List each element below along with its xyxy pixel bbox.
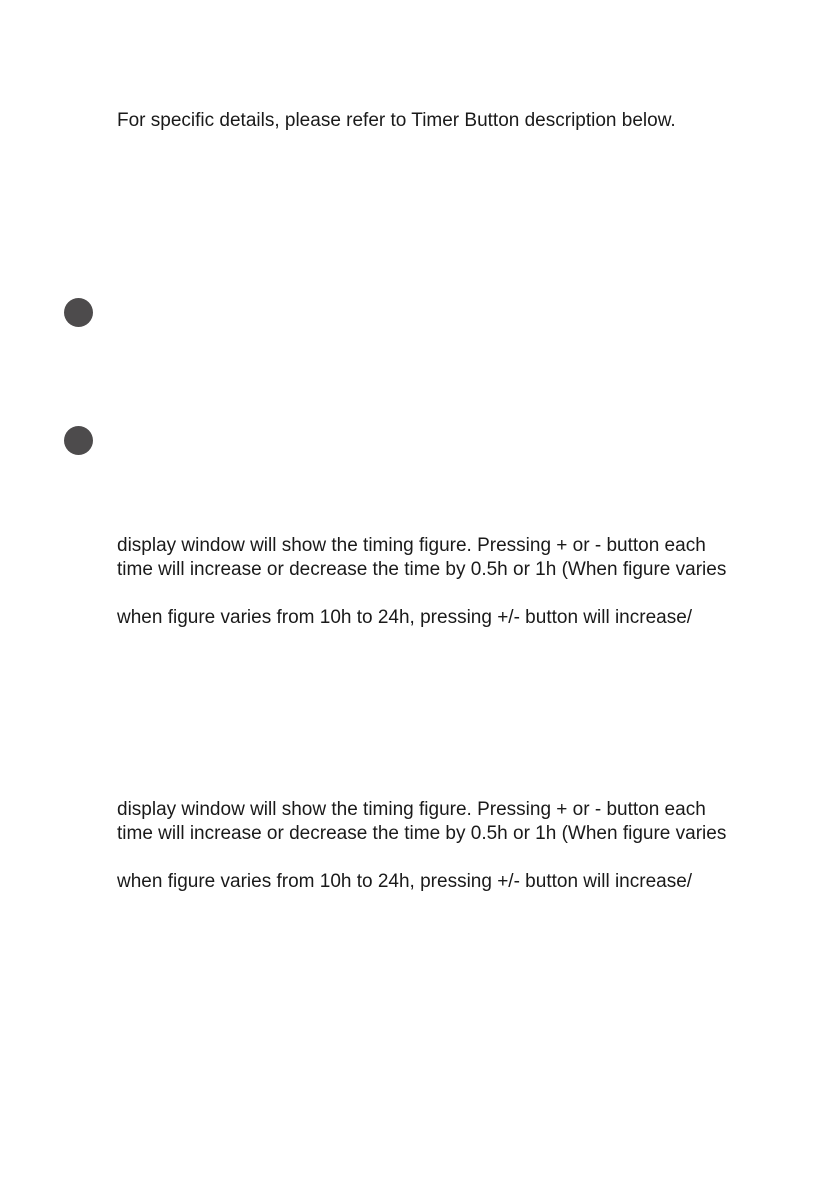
section-a-line-1: display window will show the timing figure. Pressing + or - button each xyxy=(117,535,706,556)
intro-text: For specific details, please refer to Timer Button description below. xyxy=(117,110,676,131)
section-a-line-3: when figure varies from 10h to 24h, pressing +/- button will increase/ xyxy=(117,607,693,628)
section-b-line-2: time will increase or decrease the time by 0.5h or 1h (When figure varies xyxy=(117,823,727,844)
section-a-line-2: time will increase or decrease the time by 0.5h or 1h (When figure varies xyxy=(117,559,727,580)
step-marker-1 xyxy=(64,298,93,327)
section-b-line-1: display window will show the timing figure. Pressing + or - button each xyxy=(117,799,706,820)
section-b-line-3: when figure varies from 10h to 24h, pressing +/- button will increase/ xyxy=(117,871,693,892)
step-marker-2 xyxy=(64,426,93,455)
